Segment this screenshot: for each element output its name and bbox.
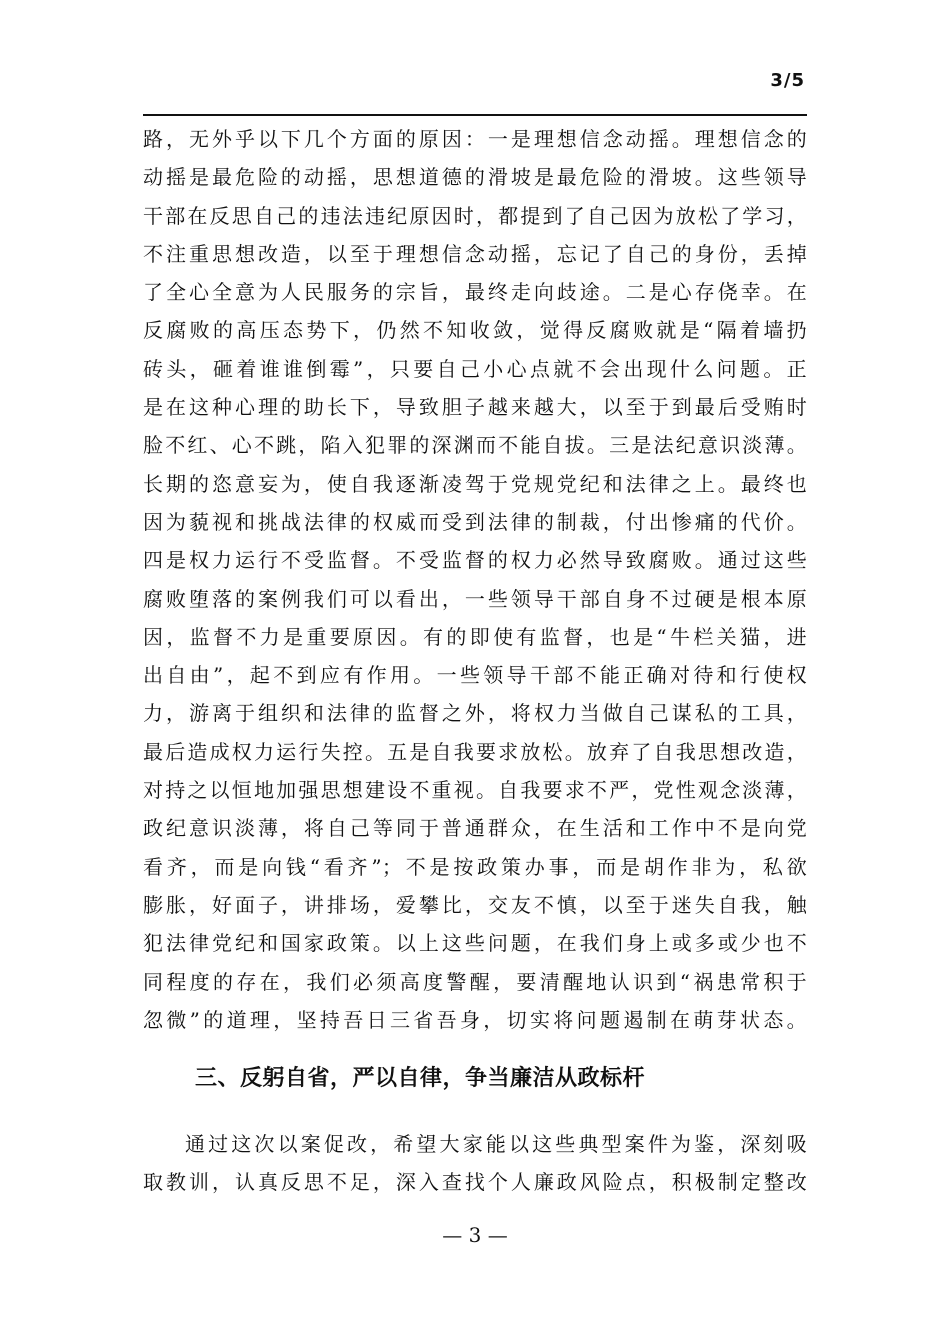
text-line: 最后造成权力运行失控。五是自我要求放松。放弃了自我思想改造， (143, 739, 807, 764)
text-line: 忽微”的道理，坚持吾日三省吾身，切实将问题遏制在萌芽状态。 (143, 1007, 807, 1032)
text-line: 四是权力运行不受监督。不受监督的权力必然导致腐败。通过这些 (143, 548, 807, 573)
text-line: 不注重思想改造，以至于理想信念动摇，忘记了自己的身份，丢掉 (143, 241, 807, 266)
text-line: 干部在反思自己的违法违纪原因时，都提到了自己因为放松了学习， (143, 203, 807, 228)
page-counter: 3/5 (770, 70, 805, 91)
text-line: 同程度的存在，我们必须高度警醒，要清醒地认识到“祸患常积于 (143, 969, 807, 994)
text-line: 力，游离于组织和法律的监督之外，将权力当做自己谋私的工具， (143, 701, 807, 726)
text-line: 腐败堕落的案例我们可以看出，一些领导干部自身不过硬是根本原 (143, 586, 807, 611)
body-paragraph-2 (143, 1125, 807, 1202)
text-line: 动摇是最危险的动摇，思想道德的滑坡是最危险的滑坡。这些领导 (143, 165, 807, 190)
text-line: 出自由”，起不到应有作用。一些领导干部不能正确对待和行使权 (143, 663, 807, 688)
text-line: 脸不红、心不跳，陷入犯罪的深渊而不能自拔。三是法纪意识淡薄。 (143, 433, 807, 458)
text-line: 路，无外乎以下几个方面的原因：一是理想信念动摇。理想信念的 (143, 127, 807, 151)
section-heading: 三、反躬自省，严以自律，争当廉洁从政标杆 (195, 1066, 646, 1091)
header-rule (143, 114, 807, 116)
text-line: 膨胀，好面子，讲排场，爱攀比，交友不慎，以至于迷失自我，触 (143, 892, 807, 917)
text-line: 通过这次以案促改，希望大家能以这些典型案件为鉴，深刻吸 (185, 1132, 807, 1156)
text-line: 长期的恣意妄为，使自我逐渐凌驾于党规党纪和法律之上。最终也 (143, 471, 807, 496)
footer-page-number: — 3 — (442, 1223, 508, 1247)
text-line: 政纪意识淡薄，将自己等同于普通群众，在生活和工作中不是向党 (143, 816, 807, 841)
text-line: 砖头，砸着谁谁倒霉”，只要自己小心点就不会出现什么问题。正 (143, 356, 807, 381)
text-line: 因为藐视和挑战法律的权威而受到法律的制裁，付出惨痛的代价。 (143, 509, 807, 534)
text-line: 对持之以恒地加强思想建设不重视。自我要求不严，党性观念淡薄， (143, 778, 807, 803)
text-line: 是在这种心理的助长下，导致胆子越来越大，以至于到最后受贿时 (143, 395, 807, 420)
text-line: 因，监督不力是重要原因。有的即使有监督，也是“牛栏关猫，进 (143, 624, 807, 649)
text-line: 了全心全意为人民服务的宗旨，最终走向歧途。二是心存侥幸。在 (143, 280, 807, 305)
body-paragraph (143, 120, 807, 1039)
text-line: 反腐败的高压态势下，仍然不知收敛，觉得反腐败就是“隔着墙扔 (143, 318, 807, 343)
text-line: 取教训，认真反思不足，深入查找个人廉政风险点，积极制定整改 (143, 1170, 807, 1195)
text-line: 看齐，而是向钱“看齐”；不是按政策办事，而是胡作非为，私欲 (143, 854, 807, 879)
text-line: 犯法律党纪和国家政策。以上这些问题，在我们身上或多或少也不 (143, 931, 807, 956)
